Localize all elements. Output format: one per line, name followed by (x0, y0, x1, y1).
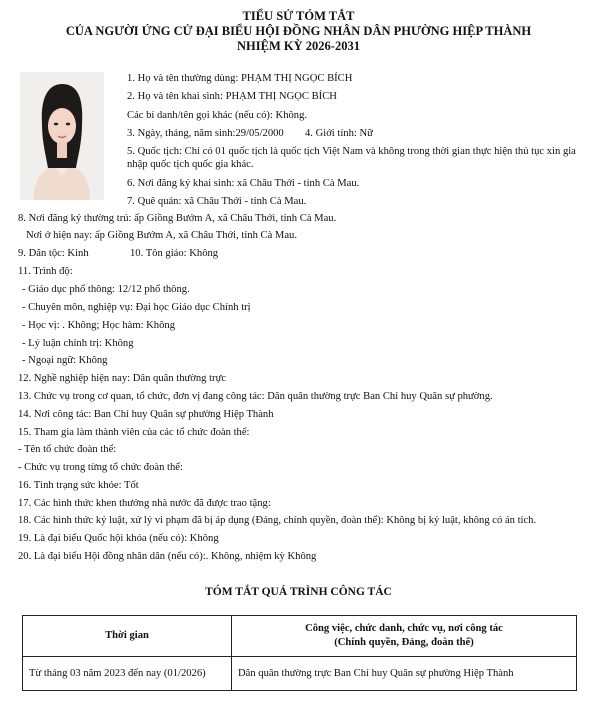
info-birth-name: 2. Họ và tên khai sinh: PHẠM THỊ NGỌC BÍCH (127, 91, 337, 102)
info-ethnicity: 9. Dân tộc: Kinh (18, 248, 89, 259)
col-header-work-line1: Công việc, chức danh, chức vụ, nơi công tác (305, 623, 503, 634)
info-permanent-address: 8. Nơi đăng ký thường trú: ấp Giồng Bướm A, xã Châu Thới, tỉnh Cà Mau. (18, 213, 337, 224)
info-education: 11. Trình độ: (18, 266, 73, 277)
col-header-time: Thời gian (23, 616, 232, 657)
info-organizations: 15. Tham gia làm thành viên của các tổ chức đoàn thể: (18, 427, 250, 438)
info-alias: Các bí danh/tên gọi khác (nếu có): Không. (127, 110, 308, 121)
info-current-address: Nơi ở hiện nay: ấp Giồng Bướm A, xã Châu Thới, tỉnh Cà Mau. (26, 230, 297, 241)
info-organization-name: - Tên tổ chức đoàn thể: (18, 444, 117, 455)
doc-title: TIỂU SỬ TÓM TẮT (242, 9, 355, 23)
info-full-name: 1. Họ và tên thường dùng: PHẠM THỊ NGỌC BÍCH (127, 73, 353, 84)
row-time: Từ tháng 03 năm 2023 đến nay (01/2026) (23, 657, 232, 691)
info-occupation: 12. Nghề nghiệp hiện nay: Dân quân thường trực (18, 373, 227, 384)
doc-subtitle: CỦA NGƯỜI ỨNG CỬ ĐẠI BIỂU HỘI ĐỒNG NHÂN DÂN PHƯỜNG HIỆP THÀNH (65, 24, 532, 38)
col-header-work (232, 616, 577, 657)
info-religion: 10. Tôn giáo: Không (130, 248, 219, 259)
info-health: 16. Tình trạng sức khỏe: Tốt (18, 480, 139, 491)
info-hometown: 7. Quê quán: xã Châu Thới - tỉnh Cà Mau. (127, 196, 307, 207)
work-history-table (22, 615, 577, 691)
info-peoples-council: 20. Là đại biểu Hội đồng nhân dân (nếu có):. Không, nhiệm kỳ Không (18, 551, 317, 562)
row-description: Dân quân thường trực Ban Chỉ huy Quân sự phường Hiệp Thành (232, 657, 577, 691)
candidate-photo (20, 72, 104, 200)
info-general-education: - Giáo dục phổ thông: 12/12 phổ thông. (22, 284, 190, 295)
info-dob: 3. Ngày, tháng, năm sinh:29/05/2000 (127, 128, 284, 139)
info-workplace: 14. Nơi công tác: Ban Chỉ huy Quân sự phường Hiệp Thành (18, 409, 274, 420)
col-header-work-line2: (Chính quyền, Đảng, đoàn thể) (334, 637, 474, 648)
info-nationality: 5. Quốc tịch: Chỉ có 01 quốc tịch là quốc tịch Việt Nam và không trong thời gian thực hiện thủ tục xin gia nhập quốc tịch quốc gia khác. (127, 146, 576, 170)
info-organization-role: - Chức vụ trong từng tổ chức đoàn thể: (18, 462, 183, 473)
info-birth-registration: 6. Nơi đăng ký khai sinh: xã Châu Thới - tỉnh Cà Mau. (127, 178, 360, 189)
info-specialization: - Chuyên môn, nghiệp vụ: Đại học Giáo dục Chính trị (22, 302, 251, 313)
info-degree: - Học vị: . Không; Học hàm: Không (22, 320, 175, 331)
doc-term: NHIỆM KỲ 2026-2031 (237, 39, 360, 53)
table-header-row (23, 616, 577, 657)
info-gender: 4. Giới tính: Nữ (305, 128, 373, 139)
info-position: 13. Chức vụ trong cơ quan, tổ chức, đơn vị đang công tác: Dân quân thường trực Ban Chỉ huy Quân sự phường. (18, 391, 493, 402)
work-history-title: TÓM TẮT QUÁ TRÌNH CÔNG TÁC (205, 586, 392, 598)
info-discipline: 18. Các hình thức kỷ luật, xử lý vi phạm đã bị áp dụng (Đảng, chính quyền, đoàn thể): Không bị kỷ luật, không có án tích. (18, 515, 537, 526)
info-national-assembly: 19. Là đại biểu Quốc hội khóa (nếu có): Không (18, 533, 219, 544)
table-row (23, 657, 577, 691)
info-foreign-language: - Ngoại ngữ: Không (22, 355, 108, 366)
info-awards: 17. Các hình thức khen thưởng nhà nước đã được trao tặng: (18, 498, 271, 509)
info-political-theory: - Lý luận chính trị: Không (22, 338, 134, 349)
